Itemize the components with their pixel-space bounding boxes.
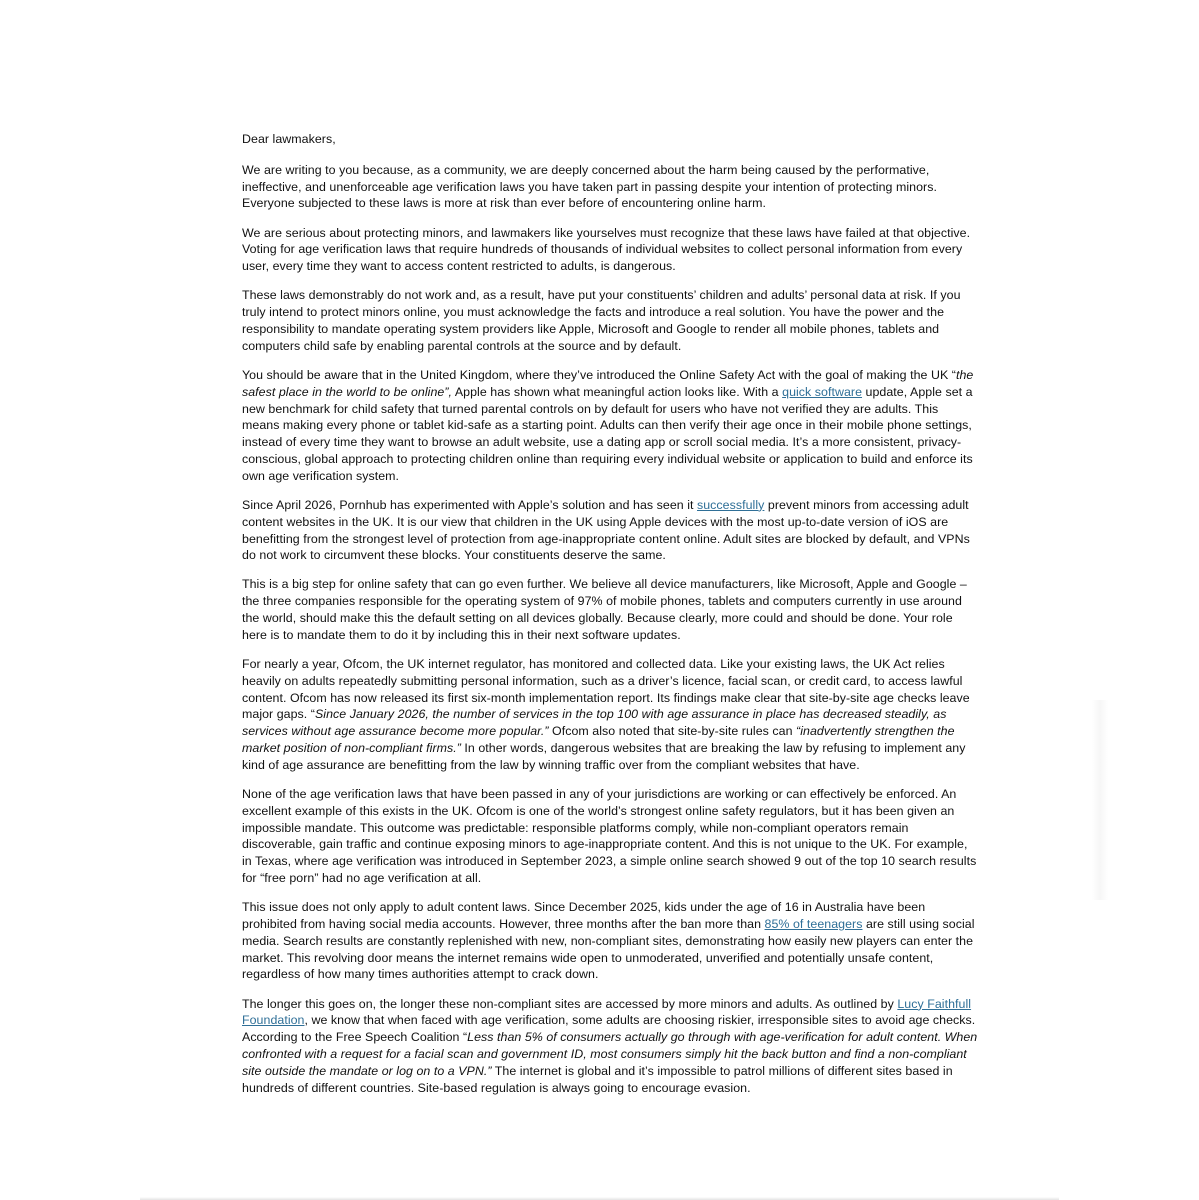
quick-software-link[interactable]: quick software bbox=[782, 384, 863, 399]
paragraph-7-quote-2: “inadvertently strengthen the market position of non-compliant firms.” bbox=[242, 724, 955, 756]
successfully-link[interactable]: successfully bbox=[697, 497, 765, 512]
paragraph-4-quote: the safest place in the world to be online”, bbox=[242, 367, 974, 399]
paragraph-10-text-3: The internet is global and it’s impossible to patrol millions of different sites based in hundreds of different countries. Site-based regulation is always going to encourage evasion. bbox=[242, 1063, 953, 1095]
paragraph-9-text-1: This issue does not only apply to adult content laws. Since December 2025, kids under the age of 16 in Australia have been prohibited from having social media accounts. However, three months after the ban more than bbox=[242, 900, 926, 931]
paragraph-10 bbox=[242, 996, 978, 1097]
paragraph-7-text-1: For nearly a year, Ofcom, the UK internet regulator, has monitored and collected data. Like your existing laws, the UK Act relies heavily on adults repeatedly submitting personal information, such as a driver’s licence, facial scan, or credit card, to access lawful content. Ofcom has now released its first six-month implementation report. Its findings make clear that site-by-site age checks leave major gaps. “ bbox=[242, 657, 970, 722]
salutation: Dear lawmakers, bbox=[242, 132, 336, 146]
scan-smudge bbox=[1092, 700, 1108, 900]
paragraph-6-text: This is a big step for online safety that can go even further. We believe all device manufacturers, like Microsoft, Apple and Google – the three companies responsible for the operating system of 97% of mobile phones, tablets and computers currently in use around the world, should make this the default setting on all devices globally. Because clearly, more could and should be done. Your role here is to mandate them to do it by including this in their next software updates. bbox=[242, 577, 967, 642]
paragraph-4-text-3: update, Apple set a new benchmark for child safety that turned parental controls on by default for users who have not verified they are adults. This means making every phone or tablet kid-safe as a starting point. Adults can then verify their age once in their mobile phone settings, instead of every time they want to browse an adult website, use a dating app or scroll social media. It’s a more consistent, privacy-conscious, global approach to protecting children online than requiring every individual website or application to build and enforce its own age verification system. bbox=[242, 384, 973, 483]
paragraph-7-quote-1: Since January 2026, the number of services in the top 100 with age assurance in place has decreased steadily, as services without age assurance become more popular.” bbox=[242, 707, 947, 739]
paragraph-4 bbox=[242, 367, 978, 485]
paragraph-10-text-1: The longer this goes on, the longer these non-compliant sites are accessed by more minors and adults. As outlined by bbox=[242, 996, 898, 1011]
paragraph-7 bbox=[242, 656, 978, 774]
paragraph-8 bbox=[242, 786, 978, 887]
paragraph-8-text: None of the age verification laws that have been passed in any of your jurisdictions are working or can effectively be enforced. An excellent example of this exists in the UK. Ofcom is one of the world’s strongest online safety regulators, but it has been given an impossible mandate. This outcome was predictable: responsible platforms comply, while non-compliant operators remain discoverable, gain traffic and continue exposing minors to age-inappropriate content. And this is not unique to the UK. For example, in Texas, where age verification was introduced in September 2023, a simple online search showed 9 out of the top 10 search results for “free porn” had no age verification at all. bbox=[242, 787, 977, 886]
paragraph-4-text-1: You should be aware that in the United Kingdom, where they’ve introduced the Online Safety Act with the goal of making the UK “ bbox=[242, 367, 956, 382]
paragraph-2 bbox=[242, 225, 978, 275]
paragraph-6 bbox=[242, 576, 978, 643]
paragraph-10-quote: Less than 5% of consumers actually go through with age-verification for adult content. When confronted with a request for a facial scan and government ID, most consumers simply hit the back button and find a non-compliant site outside the mandate or log on to a VPN.” bbox=[242, 1030, 978, 1078]
paragraph-7-text-3: In other words, dangerous websites that are breaking the law by refusing to implement any kind of age assurance are benefitting from the law by winning traffic over from the compliant websites that have. bbox=[242, 741, 966, 772]
paragraph-10-text-2: , we know that when faced with age verification, some adults are choosing riskier, irresponsible sites to avoid age checks. According to the Free Speech Coalition “ bbox=[242, 1013, 976, 1045]
paragraph-2-text: We are serious about protecting minors, and lawmakers like yourselves must recognize that these laws have failed at that objective. Voting for age verification laws that require hundreds of thousands of individual websites to collect personal information from every user, every time they want to access content restricted to adults, is dangerous. bbox=[242, 225, 971, 274]
paragraph-7-text-2: Ofcom also noted that site-by-site rules can bbox=[548, 724, 797, 739]
paragraph-1 bbox=[242, 162, 978, 212]
letter-body bbox=[242, 131, 978, 1109]
teenagers-stat-link[interactable]: 85% of teenagers bbox=[764, 917, 863, 931]
paragraph-9 bbox=[242, 899, 978, 983]
paragraph-3-text: These laws demonstrably do not work and, as a result, have put your constituents’ children and adults’ personal data at risk. If you truly intend to protect minors online, you must acknowledge the facts and introduce a real solution. You have the power and the responsibility to mandate operating system providers like Apple, Microsoft and Google to render all mobile phones, tablets and computers child safe by enabling parental controls at the source and by default. bbox=[242, 288, 961, 353]
paragraph-9-text-2: are still using social media. Search results are constantly replenished with new, non-compliant sites, demonstrating how easily new players can enter the market. This revolving door means the internet remains wide open to unmoderated, unverified and potentially unsafe content, regardless of how many times authorities attempt to crack down. bbox=[242, 917, 975, 982]
paragraph-5-text-1: Since April 2026, Pornhub has experimented with Apple’s solution and has seen it bbox=[242, 497, 697, 512]
paragraph-5 bbox=[242, 497, 978, 564]
paragraph-3 bbox=[242, 287, 978, 354]
paragraph-1-text: We are writing to you because, as a community, we are deeply concerned about the harm being caused by the performative, ineffective, and unenforceable age verification laws you have taken part in passing despite your intention of protecting minors. Everyone subjected to these laws is more at risk than ever before of encountering online harm. bbox=[242, 162, 937, 211]
lucy-faithfull-foundation-link[interactable]: Lucy Faithfull Foundation bbox=[242, 996, 972, 1028]
paragraph-4-text-2: Apple has shown what meaningful action looks like. With a bbox=[452, 384, 783, 399]
paragraph-5-text-2: prevent minors from accessing adult content websites in the UK. It is our view that children in the UK using Apple devices with the most up-to-date version of iOS are benefitting from the strongest level of protection from age-inappropriate content online. Adult sites are blocked by default, and VPNs do not work to circumvent these blocks. Your constituents deserve the same. bbox=[242, 497, 970, 563]
